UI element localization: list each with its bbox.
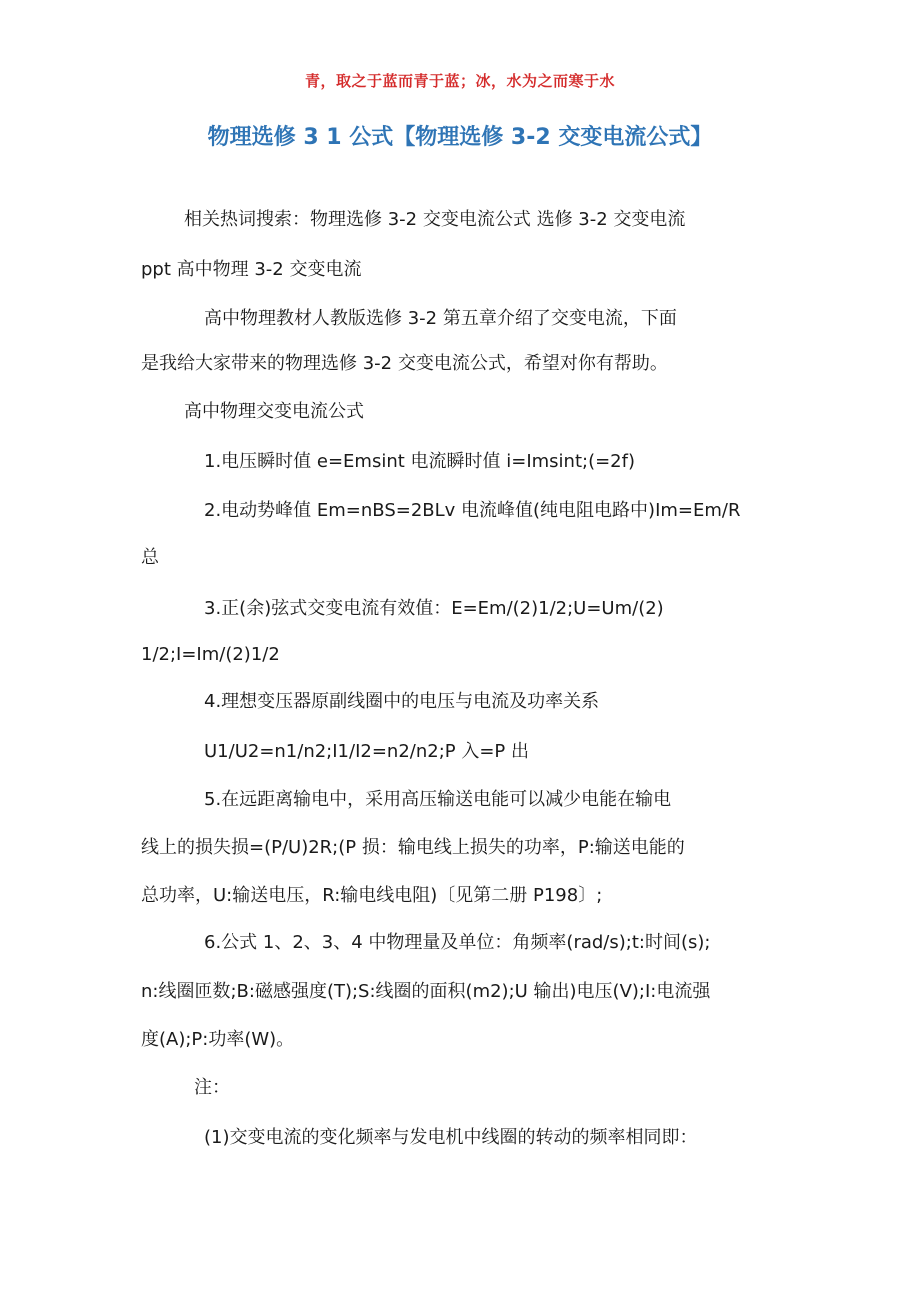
header-motto: 青，取之于蓝而青于蓝；冰，水为之而寒于水: [304, 72, 615, 90]
formula-line: 5.在远距离输电中，采用高压输送电能可以减少电能在输电: [204, 789, 672, 810]
formula-line: 1/2;I=Im/(2)1/2: [141, 644, 280, 665]
paragraph-line: ppt 高中物理 3-2 交变电流: [141, 259, 362, 280]
formula-line: 总: [141, 547, 159, 568]
formula-line: U1/U2=n1/n2;I1/I2=n2/n2;P 入=P 出: [204, 741, 530, 762]
paragraph-line: 高中物理教材人教版选修 3-2 第五章介绍了交变电流，下面: [204, 308, 677, 329]
formula-line: 度(A);P:功率(W)。: [141, 1029, 295, 1050]
formula-line: 1.电压瞬时值 e=Emsint 电流瞬时值 i=Imsint;(=2f): [204, 451, 635, 472]
formula-line: 2.电动势峰值 Em=nBS=2BLv 电流峰值(纯电阻电路中)Im=Em/R: [204, 500, 741, 521]
formula-line: 6.公式 1、2、3、4 中物理量及单位：角频率(rad/s);t:时间(s);: [204, 932, 711, 953]
paragraph-line: 相关热词搜索：物理选修 3-2 交变电流公式 选修 3-2 交变电流: [184, 209, 686, 230]
document-title: 物理选修 3 1 公式【物理选修 3-2 交变电流公式】: [207, 125, 713, 150]
formula-line: 总功率，U:输送电压，R:输电线电阻)〔见第二册 P198〕;: [141, 885, 603, 906]
formula-line: 4.理想变压器原副线圈中的电压与电流及功率关系: [204, 691, 600, 712]
note-line: (1)交变电流的变化频率与发电机中线圈的转动的频率相同即：: [204, 1127, 698, 1148]
paragraph-line: 是我给大家带来的物理选修 3-2 交变电流公式，希望对你有帮助。: [141, 353, 668, 374]
formula-line: 线上的损失损=(P/U)2R;(P 损：输电线上损失的功率，P:输送电能的: [141, 837, 685, 858]
formula-line: 3.正(余)弦式交变电流有效值：E=Em/(2)1/2;U=Um/(2): [204, 598, 664, 619]
section-heading: 高中物理交变电流公式: [184, 401, 364, 422]
note-heading: 注：: [194, 1077, 230, 1098]
formula-line: n:线圈匝数;B:磁感强度(T);S:线圈的面积(m2);U 输出)电压(V);I:电流强: [141, 981, 711, 1002]
